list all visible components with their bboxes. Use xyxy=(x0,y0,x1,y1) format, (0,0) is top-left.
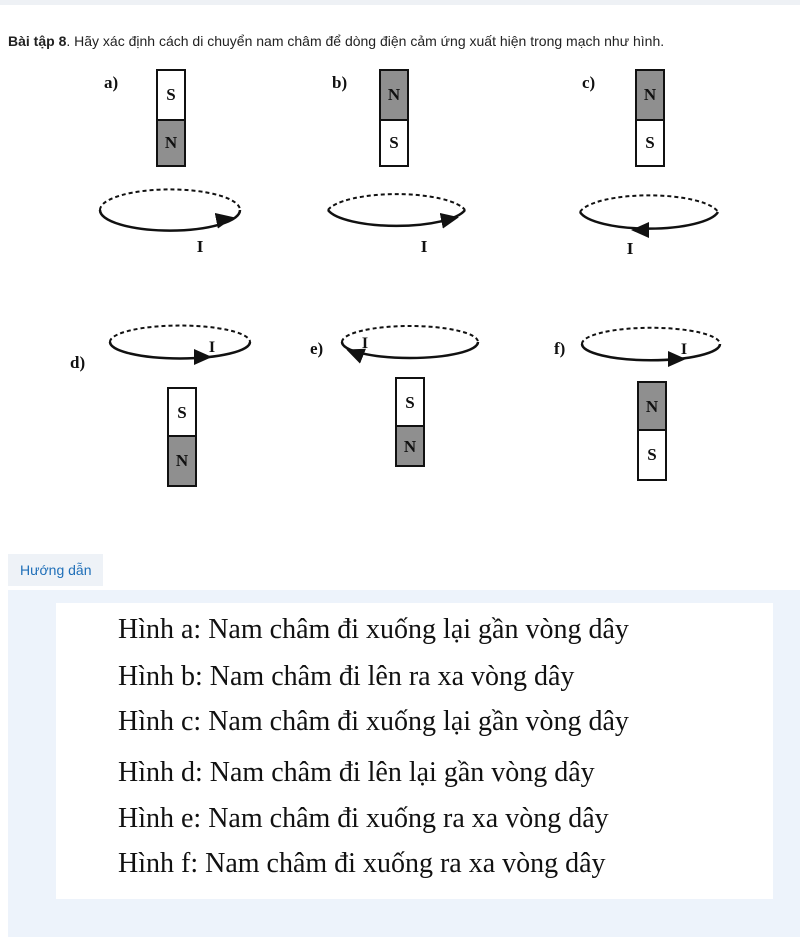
panel-a-label: a) xyxy=(104,73,119,92)
magnet-coil-figure xyxy=(60,62,760,532)
panel-c-coil-front xyxy=(580,212,718,229)
panel-d-bottom-pole-label: N xyxy=(175,451,189,470)
panel-c-bottom-pole-label: S xyxy=(645,133,655,152)
panel-f-current-label: I xyxy=(680,341,688,358)
panel-c-coil-back xyxy=(580,195,718,212)
question-text xyxy=(8,33,664,49)
panel-b-current-arrow xyxy=(445,218,455,220)
panel-b-top-pole-label: N xyxy=(387,85,401,104)
panel-b-coil-front xyxy=(328,210,465,226)
question-label: Bài tập 8 xyxy=(8,33,67,49)
panel-b-current-label: I xyxy=(420,237,428,256)
panel-c-label: c) xyxy=(582,73,596,92)
panel-f-top-pole-label: N xyxy=(645,397,659,416)
panel-a-bottom-pole-label: N xyxy=(164,133,178,152)
panel-d xyxy=(70,326,250,486)
panel-b-coil-back xyxy=(328,194,465,210)
answer-line-e: Hình e: Nam châm đi xuống ra xa vòng dây xyxy=(118,803,609,834)
panel-d-coil-back xyxy=(110,326,250,342)
panel-a xyxy=(100,70,240,256)
answer-line-c: Hình c: Nam châm đi xuống lại gần vòng dây xyxy=(118,706,629,737)
panel-a-coil-back xyxy=(100,189,240,210)
panel-b-label: b) xyxy=(332,73,348,92)
panel-b-bottom-pole-label: S xyxy=(389,133,399,152)
panel-f-coil-back xyxy=(582,328,720,344)
panel-d-current-label: I xyxy=(208,339,216,356)
answer-line-d: Hình d: Nam châm đi lên lại gần vòng dây xyxy=(118,757,595,788)
panel-a-top-pole-label: S xyxy=(166,85,176,104)
panel-d-label: d) xyxy=(70,353,86,372)
guide-tab[interactable]: Hướng dẫn xyxy=(8,554,103,586)
panel-f-coil-front xyxy=(582,344,720,360)
answer-line-a: Hình a: Nam châm đi xuống lại gần vòng dây xyxy=(118,614,629,645)
panel-d-coil-front xyxy=(110,342,250,358)
panel-a-current-arrow xyxy=(220,218,230,220)
panel-e xyxy=(310,326,478,466)
panel-a-current-label: I xyxy=(196,237,204,256)
panel-f-label: f) xyxy=(554,339,566,358)
top-bar xyxy=(0,0,800,5)
panel-e-bottom-pole-label: N xyxy=(403,437,417,456)
panel-e-top-pole-label: S xyxy=(405,393,415,412)
panel-b xyxy=(328,70,465,256)
panel-d-top-pole-label: S xyxy=(177,403,187,422)
panel-c xyxy=(580,70,718,258)
panel-e-current-label: I xyxy=(361,335,369,352)
panel-f xyxy=(554,328,720,480)
panel-a-coil-front xyxy=(100,210,240,231)
panel-c-current-label: I xyxy=(626,239,634,258)
question-body: . Hãy xác định cách di chuyển nam châm để dòng điện cảm ứng xuất hiện trong mạch như hình. xyxy=(66,33,665,49)
panel-e-label: e) xyxy=(310,339,324,358)
answer-line-b: Hình b: Nam châm đi lên ra xa vòng dây xyxy=(118,661,575,692)
panel-c-top-pole-label: N xyxy=(643,85,657,104)
answer-line-f: Hình f: Nam châm đi xuống ra xa vòng dây xyxy=(118,848,606,879)
panel-f-bottom-pole-label: S xyxy=(647,445,657,464)
